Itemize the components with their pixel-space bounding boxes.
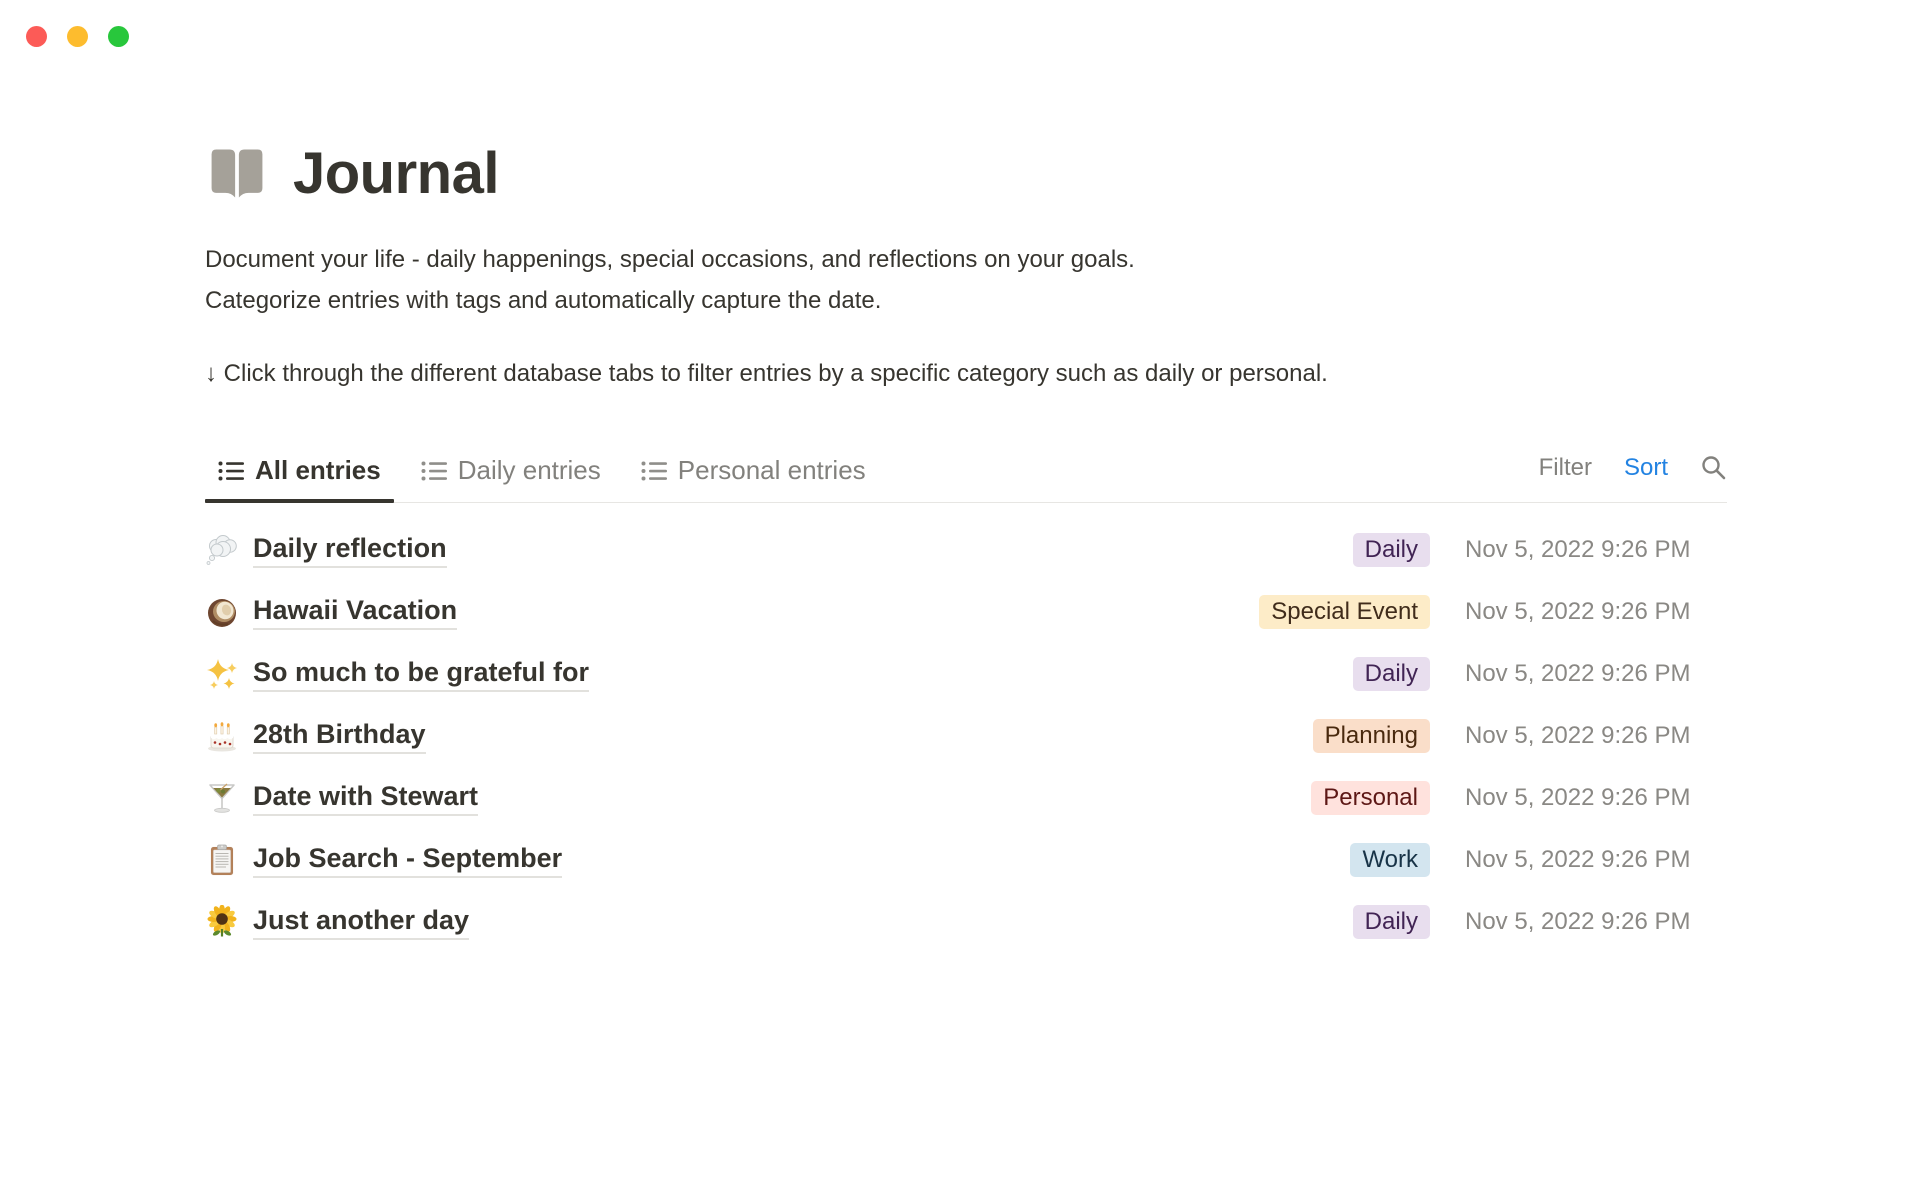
coconut-icon bbox=[205, 595, 239, 629]
table-row bbox=[205, 581, 1727, 643]
sparkles-icon bbox=[205, 657, 239, 691]
created-date[interactable]: Nov 5, 2022 9:26 PM bbox=[1465, 660, 1691, 687]
entry-title[interactable]: Just another day bbox=[253, 905, 469, 940]
zoom-window-button[interactable] bbox=[108, 26, 129, 47]
created-date[interactable]: Nov 5, 2022 9:26 PM bbox=[1465, 784, 1691, 811]
table-row bbox=[205, 643, 1727, 705]
entry-title[interactable]: So much to be grateful for bbox=[253, 657, 589, 692]
cocktail-glass-icon bbox=[205, 781, 239, 815]
table-row bbox=[205, 705, 1727, 767]
tab-daily-entries[interactable] bbox=[408, 439, 614, 502]
tag-badge[interactable]: Personal bbox=[1311, 781, 1430, 815]
entry-title[interactable]: Hawaii Vacation bbox=[253, 595, 457, 630]
sort-button[interactable]: Sort bbox=[1623, 453, 1668, 481]
close-window-button[interactable] bbox=[26, 26, 47, 47]
entry-title[interactable]: 28th Birthday bbox=[253, 719, 426, 754]
filter-button[interactable]: Filter bbox=[1538, 453, 1592, 481]
tag-badge[interactable]: Work bbox=[1350, 843, 1430, 877]
created-date[interactable]: Nov 5, 2022 9:26 PM bbox=[1465, 598, 1691, 625]
table-row bbox=[205, 767, 1727, 829]
open-book-icon[interactable] bbox=[205, 145, 269, 203]
tag-badge[interactable]: Daily bbox=[1353, 657, 1430, 691]
sunflower-icon bbox=[205, 905, 239, 939]
tag-badge[interactable]: Planning bbox=[1313, 719, 1430, 753]
birthday-cake-icon bbox=[205, 719, 239, 753]
tab-label: Daily entries bbox=[457, 455, 601, 485]
tag-badge[interactable]: Daily bbox=[1353, 533, 1430, 567]
entry-title[interactable]: Job Search - September bbox=[253, 843, 562, 878]
tab-label: Personal entries bbox=[677, 455, 866, 485]
description-line-1: Document your life - daily happenings, special occasions, and reflections on your goals. bbox=[205, 246, 1135, 273]
clipboard-icon bbox=[205, 843, 239, 877]
table-row bbox=[205, 519, 1727, 581]
database-tab-bar bbox=[205, 439, 1727, 503]
tab-personal-entries[interactable] bbox=[628, 439, 879, 502]
created-date[interactable]: Nov 5, 2022 9:26 PM bbox=[1465, 536, 1691, 563]
search-icon[interactable] bbox=[1700, 454, 1727, 481]
tag-badge[interactable]: Special Event bbox=[1259, 595, 1430, 629]
table-row bbox=[205, 829, 1727, 891]
tab-all-entries[interactable] bbox=[205, 439, 394, 502]
window-controls bbox=[26, 26, 129, 47]
entries-table bbox=[205, 519, 1727, 953]
entry-title[interactable]: Daily reflection bbox=[253, 533, 447, 568]
list-view-icon bbox=[641, 459, 667, 483]
tab-label: All entries bbox=[255, 455, 381, 485]
thought-balloon-icon bbox=[205, 533, 239, 567]
list-view-icon bbox=[421, 459, 447, 483]
created-date[interactable]: Nov 5, 2022 9:26 PM bbox=[1465, 846, 1691, 873]
created-date[interactable]: Nov 5, 2022 9:26 PM bbox=[1465, 722, 1691, 749]
table-row bbox=[205, 891, 1727, 953]
created-date[interactable]: Nov 5, 2022 9:26 PM bbox=[1465, 908, 1691, 935]
page-title[interactable]: Journal bbox=[293, 141, 499, 206]
list-view-icon bbox=[218, 459, 244, 483]
minimize-window-button[interactable] bbox=[67, 26, 88, 47]
journal-page bbox=[205, 140, 1727, 953]
entry-title[interactable]: Date with Stewart bbox=[253, 781, 478, 816]
hint-text: ↓ Click through the different database tabs to filter entries by a specific category such as daily or personal. bbox=[205, 360, 1328, 387]
page-description bbox=[205, 239, 1727, 321]
description-line-2: Categorize entries with tags and automatically capture the date. bbox=[205, 287, 882, 314]
tag-badge[interactable]: Daily bbox=[1353, 905, 1430, 939]
